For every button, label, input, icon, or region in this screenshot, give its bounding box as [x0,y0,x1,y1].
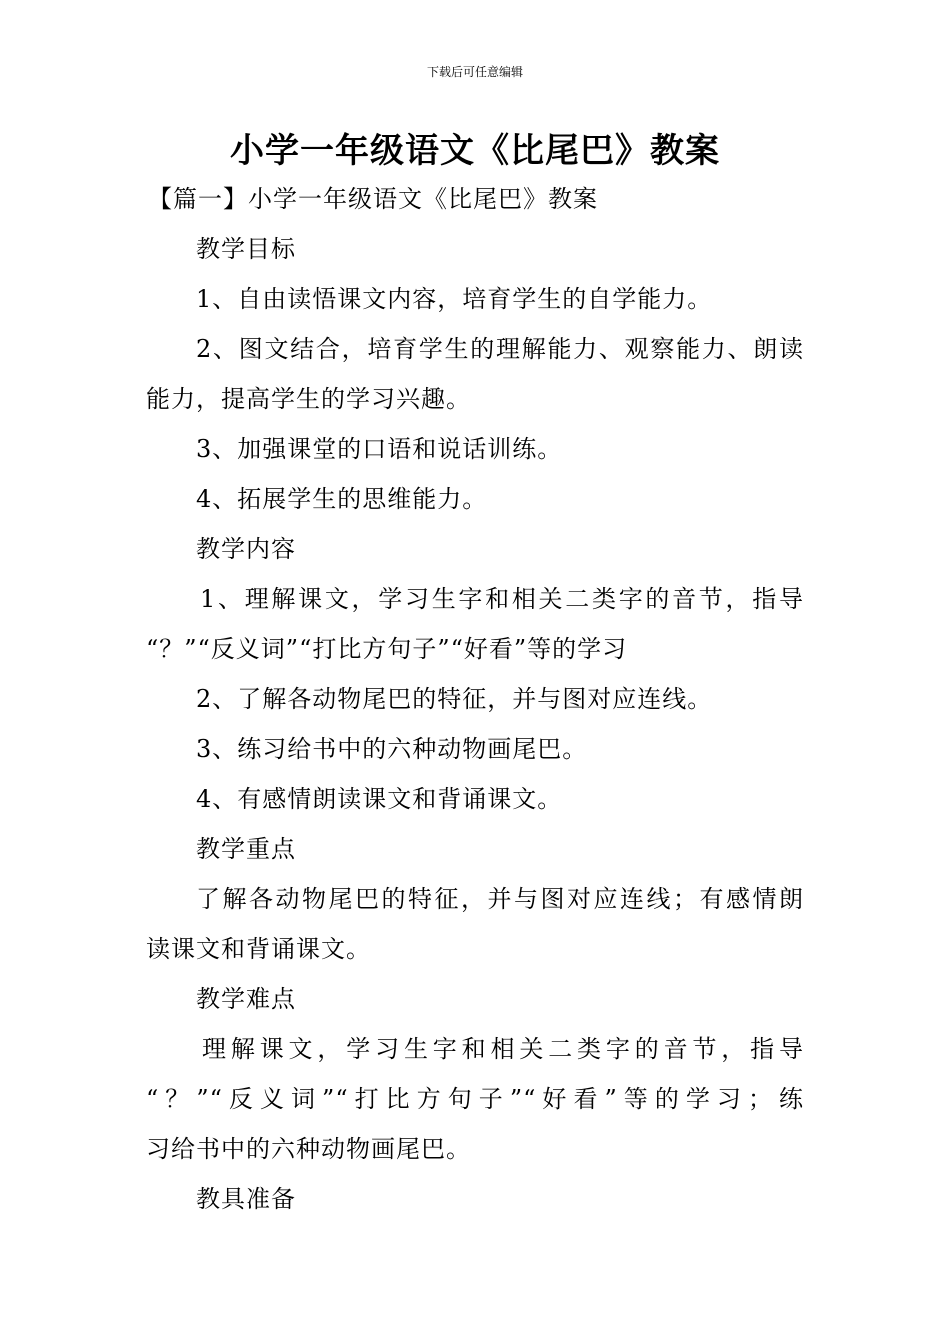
key-points-heading: 教学重点 [196,835,296,863]
materials-heading: 教具准备 [196,1185,296,1213]
objective-item-2-line-2: 能力，提高学生的学习兴趣。 [146,385,471,413]
objective-item-1: 1、自由读悟课文内容，培育学生的自学能力。 [196,285,713,313]
key-points-line-2: 读课文和背诵课文。 [146,935,371,963]
difficulties-line-2: “？”“反义词”“打比方句子”“好看”等的学习；练 [146,1085,804,1113]
objectives-heading: 教学目标 [196,235,296,263]
objective-item-4: 4、拓展学生的思维能力。 [196,485,488,513]
content-item-2: 2、了解各动物尾巴的特征，并与图对应连线。 [196,685,713,713]
difficulties-line-3: 习给书中的六种动物画尾巴。 [146,1135,471,1163]
objective-item-2-line-1: 2、图文结合，培育学生的理解能力、观察能力、朗读 [196,335,804,363]
content-item-3: 3、练习给书中的六种动物画尾巴。 [196,735,588,763]
objective-item-3: 3、加强课堂的口语和说话训练。 [196,435,563,463]
content-item-1-line-2: “？”“反义词”“打比方句子”“好看”等的学习 [146,635,628,663]
content-heading: 教学内容 [196,535,296,563]
header-note: 下载后可任意编辑 [426,65,523,79]
difficulties-heading: 教学难点 [196,985,296,1013]
difficulties-line-1: 理解课文，学习生字和相关二类字的音节，指导 [202,1035,804,1063]
content-item-4: 4、有感情朗读课文和背诵课文。 [196,785,563,813]
key-points-line-1: 了解各动物尾巴的特征，并与图对应连线；有感情朗 [196,885,804,913]
document-title: 小学一年级语文《比尾巴》教案 [230,131,720,171]
section-heading: 【篇一】小学一年级语文《比尾巴》教案 [148,185,598,213]
content-item-1-line-1: 1、理解课文，学习生字和相关二类字的音节，指导 [200,585,804,613]
